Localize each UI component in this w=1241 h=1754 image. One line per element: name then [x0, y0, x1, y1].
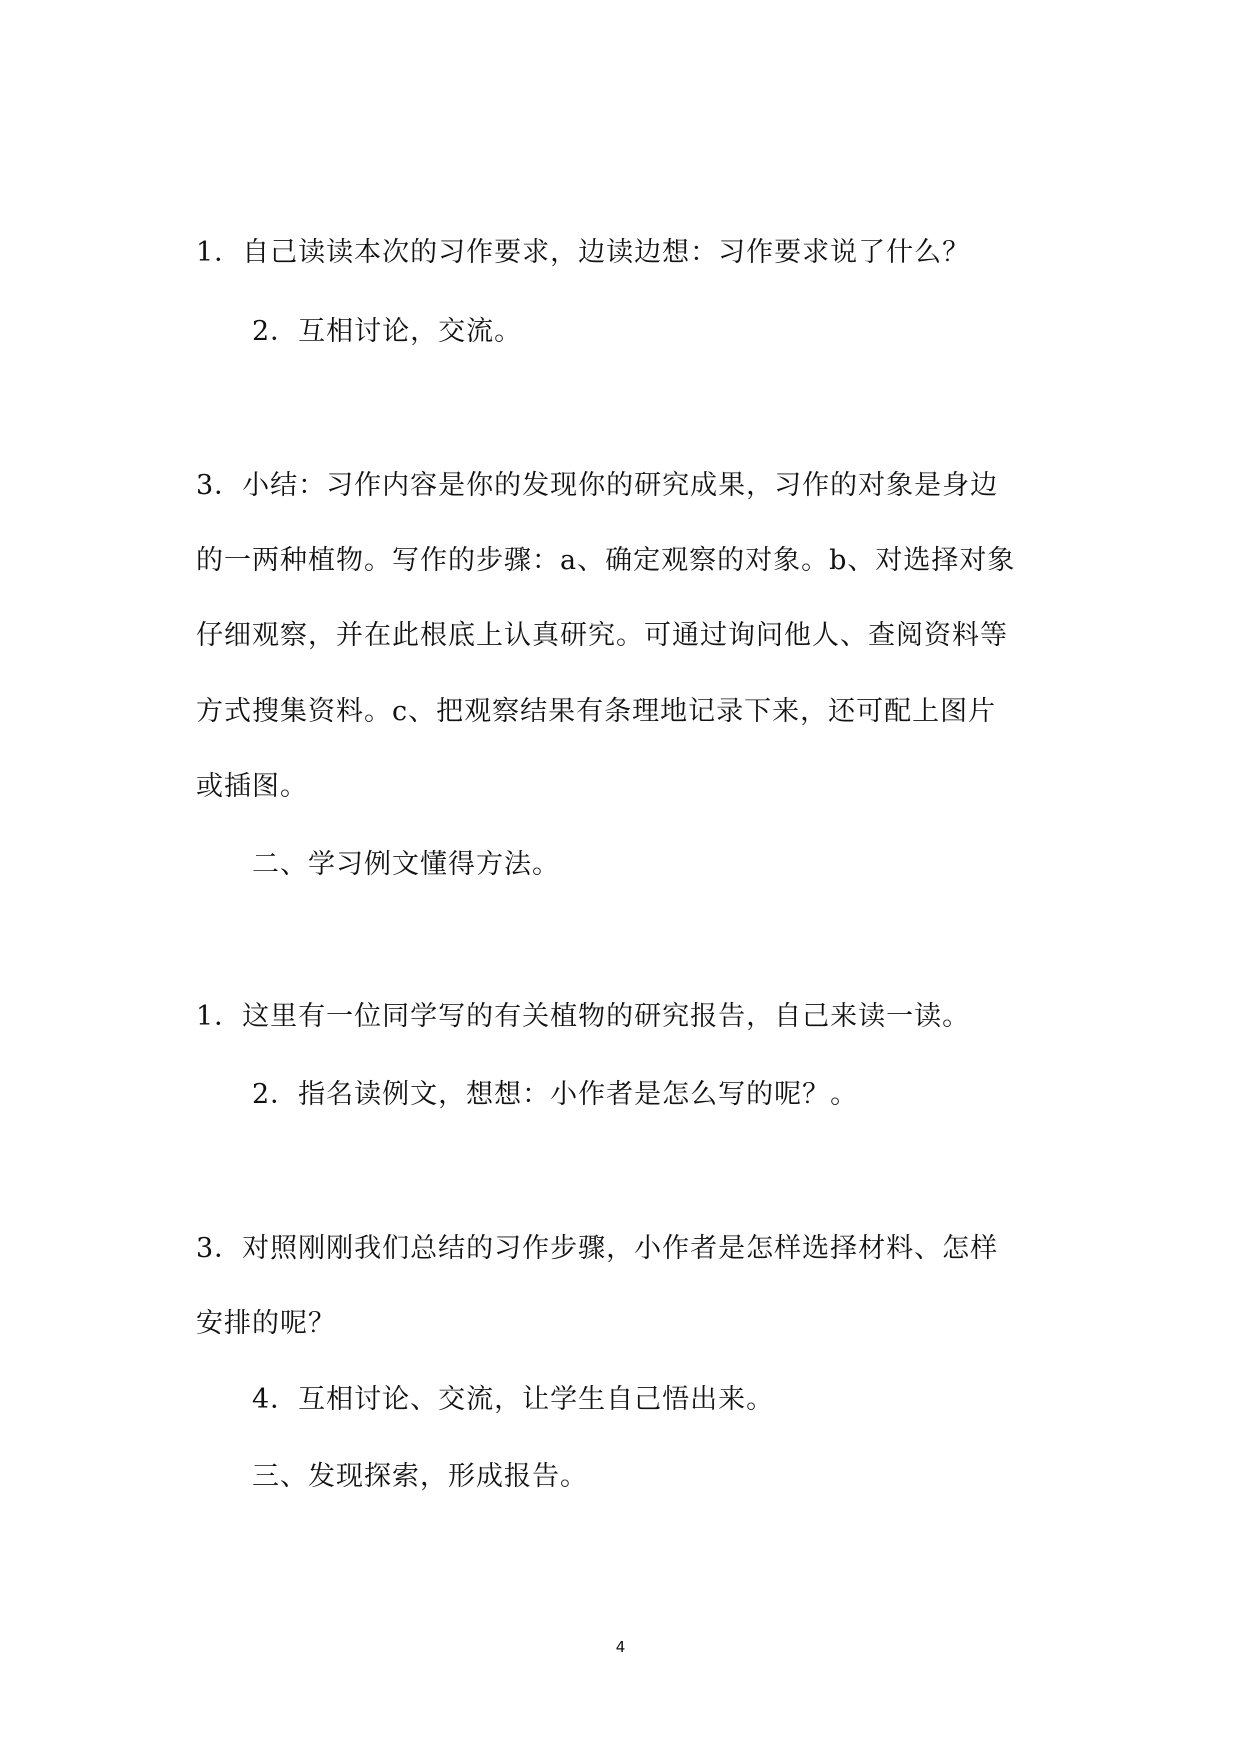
paragraph-example-step-4: 4．互相讨论、交流，让学生自己悟出来。 [252, 1384, 775, 1415]
paragraph-example-step-1: 1．这里有一位同学写的有关植物的研究报告，自己来读一读。 [196, 1001, 971, 1032]
paragraph-step-3-summary-line-3: 仔细观察，并在此根底上认真研究。可通过询问他人、查阅资料等 [196, 620, 1008, 651]
paragraph-step-3-summary-line-2: 的一两种植物。写作的步骤：a、确定观察的对象。b、对选择对象 [196, 545, 1016, 576]
paragraph-step-1-read-requirements: 1．自己读读本次的习作要求，边读边想：习作要求说了什么？ [196, 237, 971, 268]
paragraph-step-3-summary-line-5: 或插图。 [196, 771, 308, 802]
paragraph-step-3-summary-line-4: 方式搜集资料。c、把观察结果有条理地记录下来，还可配上图片 [196, 696, 997, 727]
paragraph-example-step-3-line-2: 安排的呢？ [196, 1308, 336, 1339]
paragraph-step-2-discuss: 2．互相讨论，交流。 [252, 316, 523, 347]
paragraph-step-3-summary-line-1: 3．小结：习作内容是你的发现你的研究成果，习作的对象是身边 [196, 470, 999, 501]
section-heading-3: 三、发现探索，形成报告。 [252, 1461, 588, 1492]
page-number: 4 [615, 1638, 626, 1656]
paragraph-example-step-3-line-1: 3．对照刚刚我们总结的习作步骤，小作者是怎样选择材料、怎样 [196, 1233, 999, 1264]
section-heading-2: 二、学习例文懂得方法。 [252, 849, 560, 880]
paragraph-example-step-2: 2．指名读例文，想想：小作者是怎么写的呢？。 [252, 1079, 859, 1110]
